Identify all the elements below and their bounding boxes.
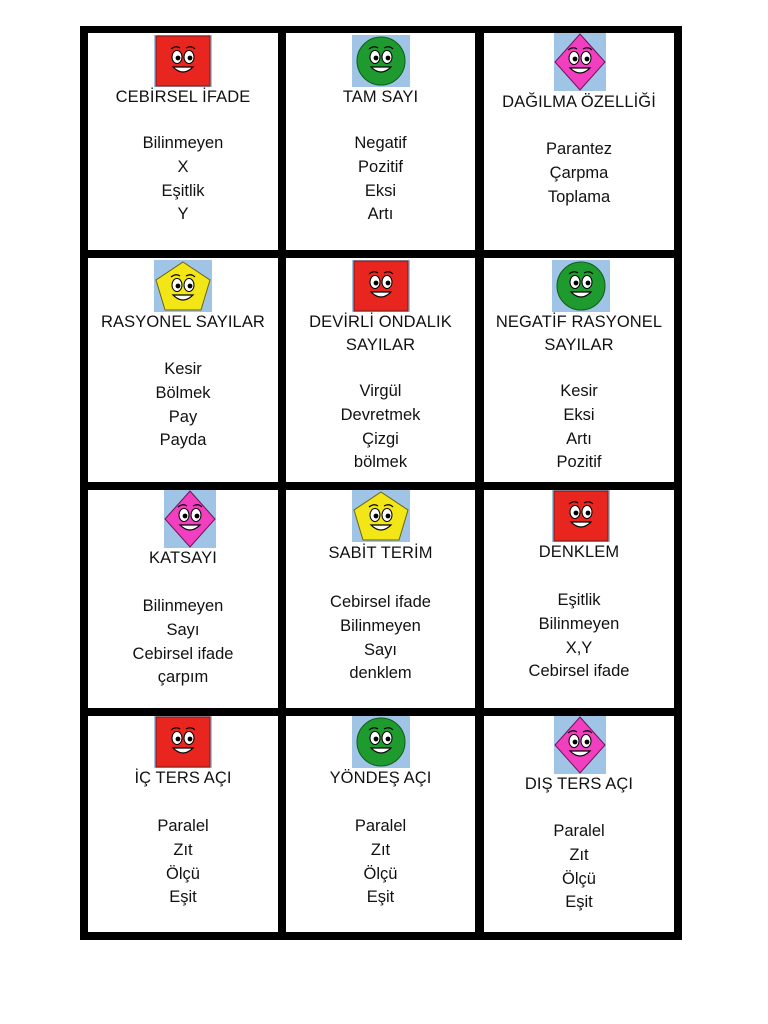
- card-word-list: [286, 380, 475, 475]
- card-word: Eşit: [169, 888, 197, 907]
- card-word-list: [484, 138, 674, 209]
- card-word-list: [484, 380, 674, 475]
- card-word: Bölmek: [155, 383, 211, 402]
- card-word-list: [88, 815, 278, 910]
- card-word: Bilinmeyen: [538, 614, 620, 633]
- card-katsayi: [88, 490, 278, 708]
- card-word: Devretmek: [340, 405, 421, 424]
- card-word: Eşit: [565, 893, 593, 912]
- card-sheet: [80, 26, 682, 940]
- card-title: KATSAYI: [149, 549, 217, 567]
- card-word: Y: [177, 205, 189, 224]
- red-square-face-icon: [154, 35, 212, 87]
- red-square-face-icon: [154, 716, 212, 768]
- card-word: Eksi: [563, 405, 595, 424]
- card-title: RASYONEL SAYILAR: [101, 313, 265, 331]
- card-ic-ters-aci: [88, 716, 278, 932]
- card-word: Pay: [168, 407, 198, 426]
- card-word: Payda: [159, 431, 207, 450]
- card-word: Bilinmeyen: [142, 597, 224, 615]
- pentagon-face-graphic: [352, 490, 410, 542]
- card-dis-ters-aci: [484, 716, 674, 932]
- card-word: çarpım: [157, 668, 209, 687]
- card-word: Artı: [566, 429, 592, 448]
- card-word: Ölçü: [363, 864, 398, 883]
- card-word: Çarpma: [549, 163, 609, 182]
- card-title: TAM SAYI: [342, 88, 419, 106]
- card-word: Eşitlik: [161, 181, 205, 200]
- card-word: Eşitlik: [557, 591, 601, 609]
- card-word: Bilinmeyen: [142, 134, 224, 152]
- card-word-list: [286, 815, 475, 910]
- card-word: Eksi: [364, 181, 397, 200]
- pink-diamond-face-icon: [164, 490, 216, 548]
- circle-face-graphic: [352, 716, 410, 768]
- card-word: Bilinmeyen: [340, 616, 421, 635]
- green-circle-face-icon: [352, 716, 410, 768]
- card-word: Sayı: [166, 620, 200, 639]
- card-word: Artı: [367, 205, 394, 224]
- card-word: Zıt: [173, 840, 193, 859]
- card-word: Virgül: [359, 382, 402, 400]
- card-word: Cebirsel ifade: [528, 662, 630, 681]
- red-square-face-icon: [352, 260, 410, 312]
- card-word-list: [88, 595, 278, 690]
- green-circle-face-icon: [352, 35, 410, 87]
- card-word-list: [286, 591, 475, 686]
- square-face-graphic: [154, 35, 212, 87]
- card-denklem: [484, 490, 674, 708]
- card-word: Zıt: [569, 845, 589, 864]
- square-face-graphic: [154, 716, 212, 768]
- diamond-face-graphic: [554, 33, 606, 91]
- card-word: X,Y: [565, 638, 593, 657]
- card-word: Pozitif: [556, 453, 602, 472]
- card-word: Cebirsel ifade: [330, 593, 431, 611]
- card-word: Paralel: [553, 822, 605, 840]
- card-devirli-ondalik-sayilar: [286, 258, 475, 482]
- card-word: Pozitif: [358, 157, 403, 176]
- card-word-list: [88, 132, 278, 227]
- card-word: Paralel: [157, 817, 209, 835]
- card-word-list: [286, 132, 475, 227]
- card-word: Sayı: [363, 640, 398, 659]
- card-sabit-terim: [286, 490, 475, 708]
- card-rasyonel-sayilar: [88, 258, 278, 482]
- card-word: Çizgi: [362, 429, 399, 448]
- card-tam-sayi: [286, 33, 475, 250]
- card-title: SABİT TERİM: [328, 544, 433, 562]
- green-circle-face-icon: [552, 260, 610, 312]
- card-word: Ölçü: [166, 864, 200, 883]
- diamond-face-graphic: [164, 490, 216, 548]
- card-word-list: [88, 358, 278, 453]
- card-word: Negatif: [354, 134, 407, 152]
- yellow-pentagon-face-icon: [154, 260, 212, 312]
- yellow-pentagon-face-icon: [352, 490, 410, 542]
- card-word: Parantez: [545, 140, 613, 158]
- card-word-list: [484, 589, 674, 684]
- square-face-graphic: [352, 260, 410, 312]
- card-word: Kesir: [164, 360, 202, 378]
- card-title: DEVİRLİ ONDALIK SAYILAR: [309, 313, 452, 354]
- circle-face-graphic: [352, 35, 410, 87]
- card-word: Kesir: [560, 382, 598, 400]
- circle-face-graphic: [552, 260, 610, 312]
- square-face-graphic: [552, 490, 610, 542]
- card-title: DAĞILMA ÖZELLİĞİ: [502, 93, 656, 111]
- card-yondes-aci: [286, 716, 475, 932]
- card-word: X: [177, 157, 189, 176]
- card-title: CEBİRSEL İFADE: [115, 88, 251, 106]
- card-title: DIŞ TERS AÇI: [524, 775, 634, 793]
- red-square-face-icon: [552, 490, 610, 542]
- card-title: NEGATİF RASYONEL SAYILAR: [495, 313, 663, 354]
- card-title: İÇ TERS AÇI: [134, 769, 232, 787]
- diamond-face-graphic: [554, 716, 606, 774]
- card-negatif-rasyonel-sayilar: [484, 258, 674, 482]
- card-dagilma-ozelligi: [484, 33, 674, 250]
- card-word: denklem: [349, 664, 412, 683]
- card-word-list: [484, 820, 674, 915]
- card-word: Ölçü: [562, 869, 596, 888]
- card-title: DENKLEM: [538, 543, 620, 561]
- card-word: Paralel: [354, 817, 407, 835]
- card-word: Zıt: [370, 840, 391, 859]
- pentagon-face-graphic: [154, 260, 212, 312]
- pink-diamond-face-icon: [554, 716, 606, 774]
- pink-diamond-face-icon: [554, 33, 606, 91]
- card-word: Toplama: [547, 187, 611, 206]
- card-title: YÖNDEŞ AÇI: [329, 769, 432, 787]
- card-word: Cebirsel ifade: [132, 644, 234, 663]
- card-cebirsel-ifade: [88, 33, 278, 250]
- card-word: Eşit: [366, 888, 395, 907]
- card-word: bölmek: [353, 453, 408, 472]
